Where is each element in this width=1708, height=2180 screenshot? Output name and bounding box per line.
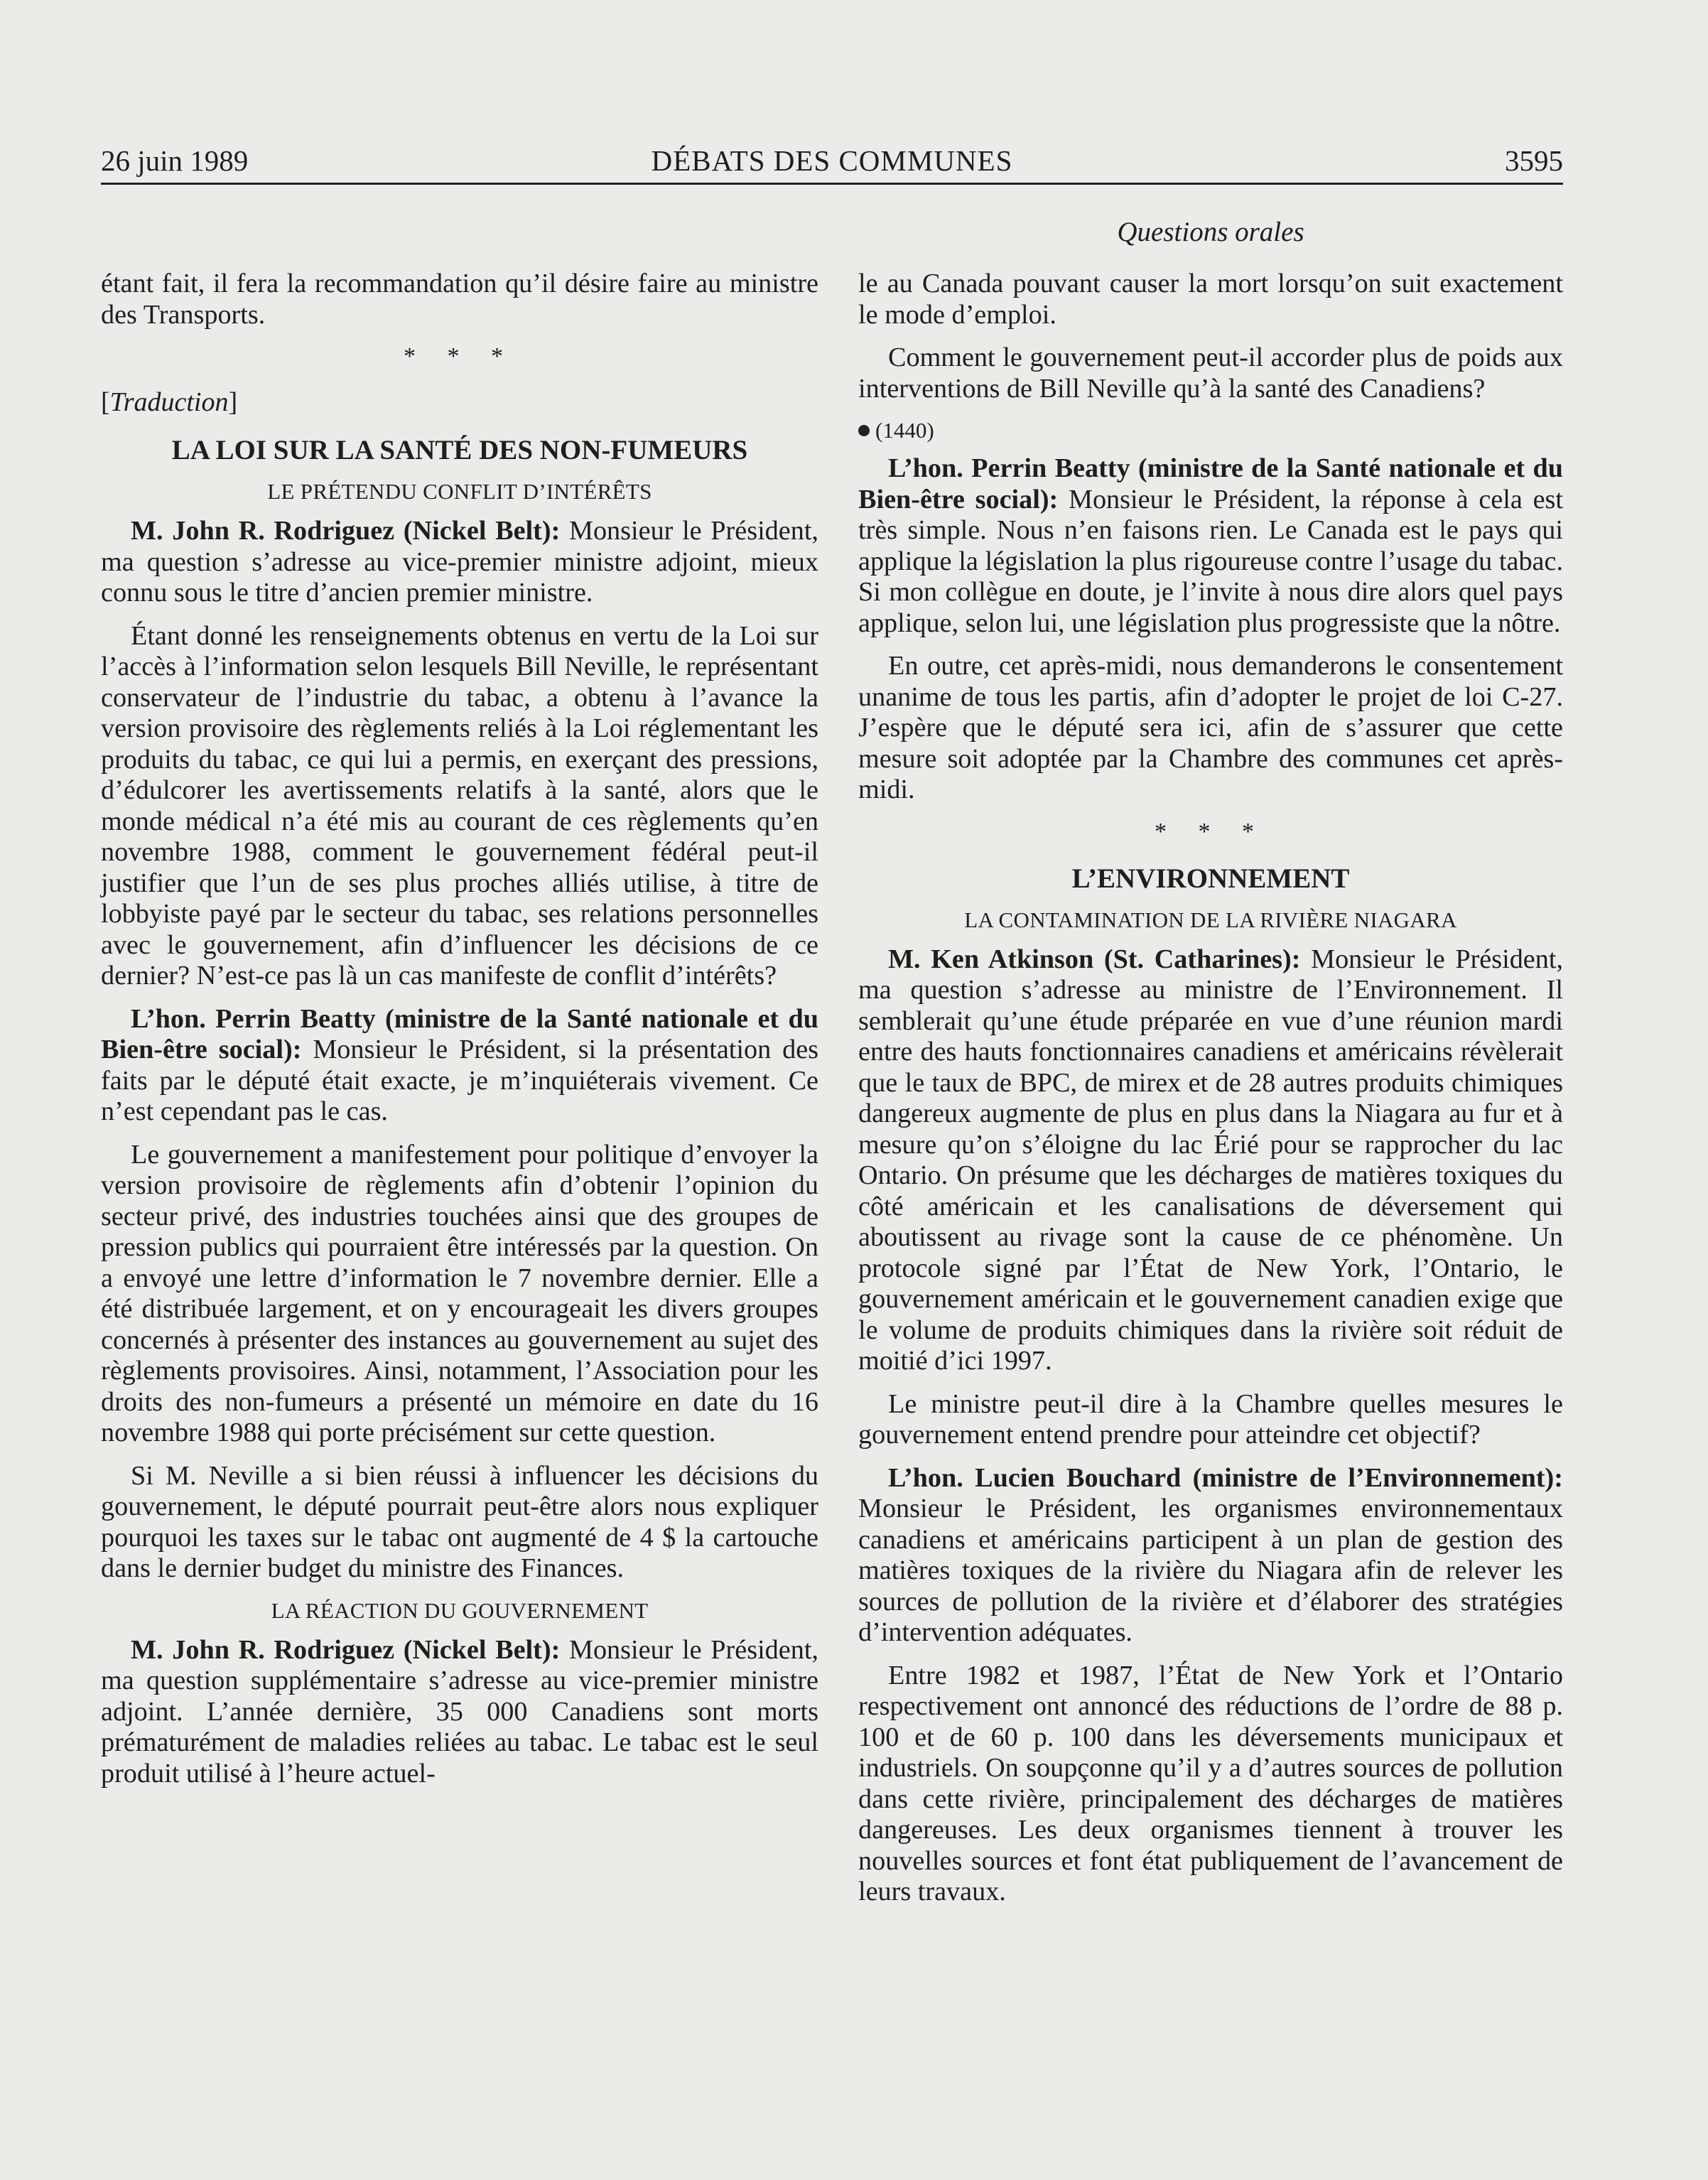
bullet-icon xyxy=(858,425,870,436)
translation-label: Traduction xyxy=(109,387,229,417)
speaker-name: L’hon. Perrin Beatty (ministre de la Santé nationale et du Bien-être social): xyxy=(858,453,1563,514)
speaker-name: L’hon. Lucien Bouchard (ministre de l’Environnement): xyxy=(888,1462,1563,1493)
paragraph xyxy=(858,453,1563,639)
page-header xyxy=(101,139,1563,182)
speaker-name: L’hon. Perrin Beatty (ministre de la Santé nationale et du Bien-être social): xyxy=(101,1003,818,1064)
speaker-name: M. Ken Atkinson (St. Catharines): xyxy=(888,944,1301,974)
speaker-name: M. John R. Rodriguez (Nickel Belt): xyxy=(131,516,561,546)
paragraph: Étant donné les renseignements obtenus en vertu de la Loi sur l’accès à l’information selon lesquels Bill Neville, le représentant conservateur de l’industrie du tabac, a obtenu à l’avance la version provisoire des règlements reliés à la Loi réglementant les produits du tabac, ce qui lui a permis, en exerçant des pressions, d’édulcorer les avertissements relatifs à la santé, alors que le monde médical n’a été mis au courant de ces règlements qu’en novembre 1988, comment le gouvernement fédéral peut-il justifier que l’un de ses plus proches alliés utilise, à titre de lobbyiste payé par le secteur du tabac, ses relations personnelles avec le gouvernement, afin d’influencer les décisions de ce dernier? N’est-ce pas là un cas manifeste de conflit d’intérêts? xyxy=(101,620,818,991)
speech-text: Monsieur le Président, ma question s’adresse au ministre de l’Environnement. Il semblerait qu’une étude préparée en vue d’une réunion mardi entre des hauts fonctionnaires canadiens et américains révèlerait que le taux de BPC, de mirex et de 28 autres produits chimiques dangereux augmente de plus en plus dans la Niagara au fur et à mesure qu’on s’éloigne du lac Érié pour se rapprocher du lac Ontario. On présume que les décharges de matières toxiques du côté américain et les canalisations de déversement qui aboutissent au rivage sont la cause de ce phénomène. Un protocole signé par l’État de New York, l’Ontario, le gouvernement américain et le gouvernement canadien exige que le volume de produits chimiques dans la rivière soit réduit de moitié d’ici 1997. xyxy=(858,944,1563,1376)
header-date: 26 juin 1989 xyxy=(101,144,249,177)
subsection-heading: LA RÉACTION DU GOUVERNEMENT xyxy=(271,1597,649,1623)
section-heading: L’ENVIRONNEMENT xyxy=(1071,863,1350,894)
translation-note: [Traduction] xyxy=(101,387,238,417)
speech-text: Monsieur le Président, si la présentation des faits par le député était exacte, je m’inquiéterais vivement. Ce n’est cependant pas le cas. xyxy=(101,1035,819,1126)
section-separator: * * * xyxy=(404,343,516,369)
left-column xyxy=(101,269,818,1801)
paragraph xyxy=(101,516,818,609)
section-separator: * * * xyxy=(1155,818,1267,845)
page-number: 3595 xyxy=(1505,144,1563,177)
speech-text: Monsieur le Président, la réponse à cela est très simple. Nous n’en faisons rien. Le Canada est le pays qui applique la législation la plus rigoureuse contre l’usage du tabac. Si mon collègue en doute, je l’invite à nous dire alors quel pays applique, selon lui, une législation plus progressiste que la nôtre. xyxy=(858,484,1563,638)
paragraph xyxy=(101,1004,818,1128)
time-marker xyxy=(858,416,1563,445)
running-head: Questions orales xyxy=(1117,217,1304,247)
subsection-heading: LA CONTAMINATION DE LA RIVIÈRE NIAGARA xyxy=(964,907,1457,932)
paragraph: étant fait, il fera la recommandation qu’il désire faire au ministre des Transports. xyxy=(101,269,818,330)
section-heading: LA LOI SUR LA SANTÉ DES NON-FUMEURS xyxy=(171,435,748,465)
speaker-name: M. John R. Rodriguez (Nickel Belt): xyxy=(131,1634,561,1665)
header-rule xyxy=(101,183,1563,185)
speech-text: Monsieur le Président, ma question supplémentaire s’adresse au vice-premier ministre adjoint. L’année dernière, 35 000 Canadiens sont morts prématurément de maladies reliées au tabac. Le tabac est le seul produit utilisé à l’heure actuel- xyxy=(101,1634,818,1788)
paragraph: le au Canada pouvant causer la mort lorsqu’on suit exactement le mode d’emploi. xyxy=(858,269,1563,330)
subsection-heading: LE PRÉTENDU CONFLIT D’INTÉRÊTS xyxy=(267,479,652,504)
paragraph xyxy=(858,944,1563,1377)
paragraph: Entre 1982 et 1987, l’État de New York et l’Ontario respectivement ont annoncé des réductions de l’ordre de 88 p. 100 et de 60 p. 100 dans les déversements municipaux et industriels. On soupçonne qu’il y a d’autres sources de pollution dans cette rivière, principalement des décharges de matières dangereuses. Les deux organismes tiennent à trouver les nouvelles sources et font état publiquement de l’avancement de leurs travaux. xyxy=(858,1660,1563,1906)
paragraph: Le ministre peut-il dire à la Chambre quelles mesures le gouvernement entend prendre pour atteindre cet objectif? xyxy=(858,1388,1563,1450)
paragraph: En outre, cet après-midi, nous demanderons le consentement unanime de tous les partis, afin d’adopter le projet de loi C-27. J’espère que le député sera ici, afin de s’assurer que cette mesure soit adoptée par la Chambre des communes cet après-midi. xyxy=(858,651,1563,804)
paragraph xyxy=(101,1635,818,1790)
paragraph xyxy=(858,1463,1563,1649)
speech-text: Monsieur le Président, les organismes environnementaux canadiens et américains participent à un plan de gestion des matières toxiques de la rivière du Niagara afin de relever les sources de pollution de la rivière et d’élaborer des stratégies d’intervention adéquates. xyxy=(858,1494,1563,1647)
paragraph: Comment le gouvernement peut-il accorder plus de poids aux interventions de Bill Neville qu’à la santé des Canadiens? xyxy=(858,342,1563,404)
paragraph: Si M. Neville a si bien réussi à influencer les décisions du gouvernement, le député pourrait peut-être alors nous expliquer pourquoi les taxes sur le tabac ont augmenté de 4 $ la cartouche dans le dernier budget du ministre des Finances. xyxy=(101,1460,818,1583)
right-column xyxy=(858,269,1563,1920)
paragraph: Le gouvernement a manifestement pour politique d’envoyer la version provisoire de règlements afin d’obtenir l’opinion du secteur privé, des industries touchées ainsi que des groupes de pression publics qui pourraient être intéressés par la question. On a envoyé une lettre d’information le 7 novembre dernier. Elle a été distribuée largement, et on y encourageait les divers groupes concernés à présenter des instances au gouvernement au sujet des règlements provisoires. Ainsi, notamment, l’Association pour les droits des non-fumeurs a présenté un mémoire en date du 16 novembre 1988 qui porte précisément sur cette question. xyxy=(101,1139,818,1447)
time-stamp: (1440) xyxy=(875,418,934,443)
header-title: DÉBATS DES COMMUNES xyxy=(651,144,1013,177)
speech-text: Monsieur le Président, ma question s’adresse au vice-premier ministre adjoint, mieux connu sous le titre d’ancien premier ministre. xyxy=(101,516,818,608)
